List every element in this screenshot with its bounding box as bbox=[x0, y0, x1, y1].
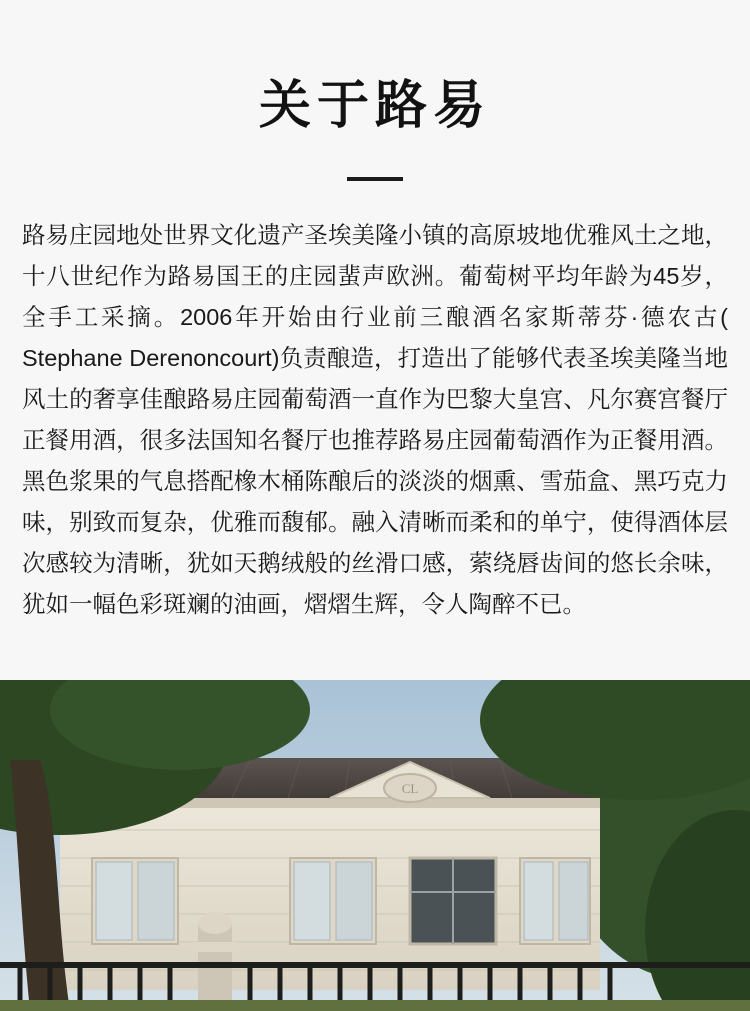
about-body-text: 路易庄园地处世界文化遗产圣埃美隆小镇的高原坡地优雅风土之地，十八世纪作为路易国王的庄园蜚声欧洲。葡萄树平均年龄为45岁，全手工采摘。2006年开始由行业前三酿酒名家斯蒂芬·德农古( Stephane Derenoncourt)负责酿造，打造出了能够代表圣埃美隆当地风土的奢享佳酿路易庄园葡萄酒一直作为巴黎大皇宫、凡尔赛宫餐厅正餐用酒，很多法国知名餐厅也推荐路易庄园葡萄酒作为正餐用酒。黑色浆果的气息搭配橡木桶陈酿后的淡淡的烟熏、雪茄盒、黑巧克力味，别致而复杂，优雅而馥郁。融入清晰而柔和的单宁，使得酒体层次感较为清晰，犹如天鹅绒般的丝滑口感，萦绕唇齿间的悠长余味，犹如一幅色彩斑斓的油画，熠熠生辉，令人陶醉不已。 bbox=[22, 222, 728, 618]
svg-text:CL: CL bbox=[401, 781, 419, 796]
chateau-photo bbox=[0, 680, 750, 1011]
page-title: 关于路易 bbox=[258, 78, 491, 135]
title-divider bbox=[347, 177, 403, 181]
